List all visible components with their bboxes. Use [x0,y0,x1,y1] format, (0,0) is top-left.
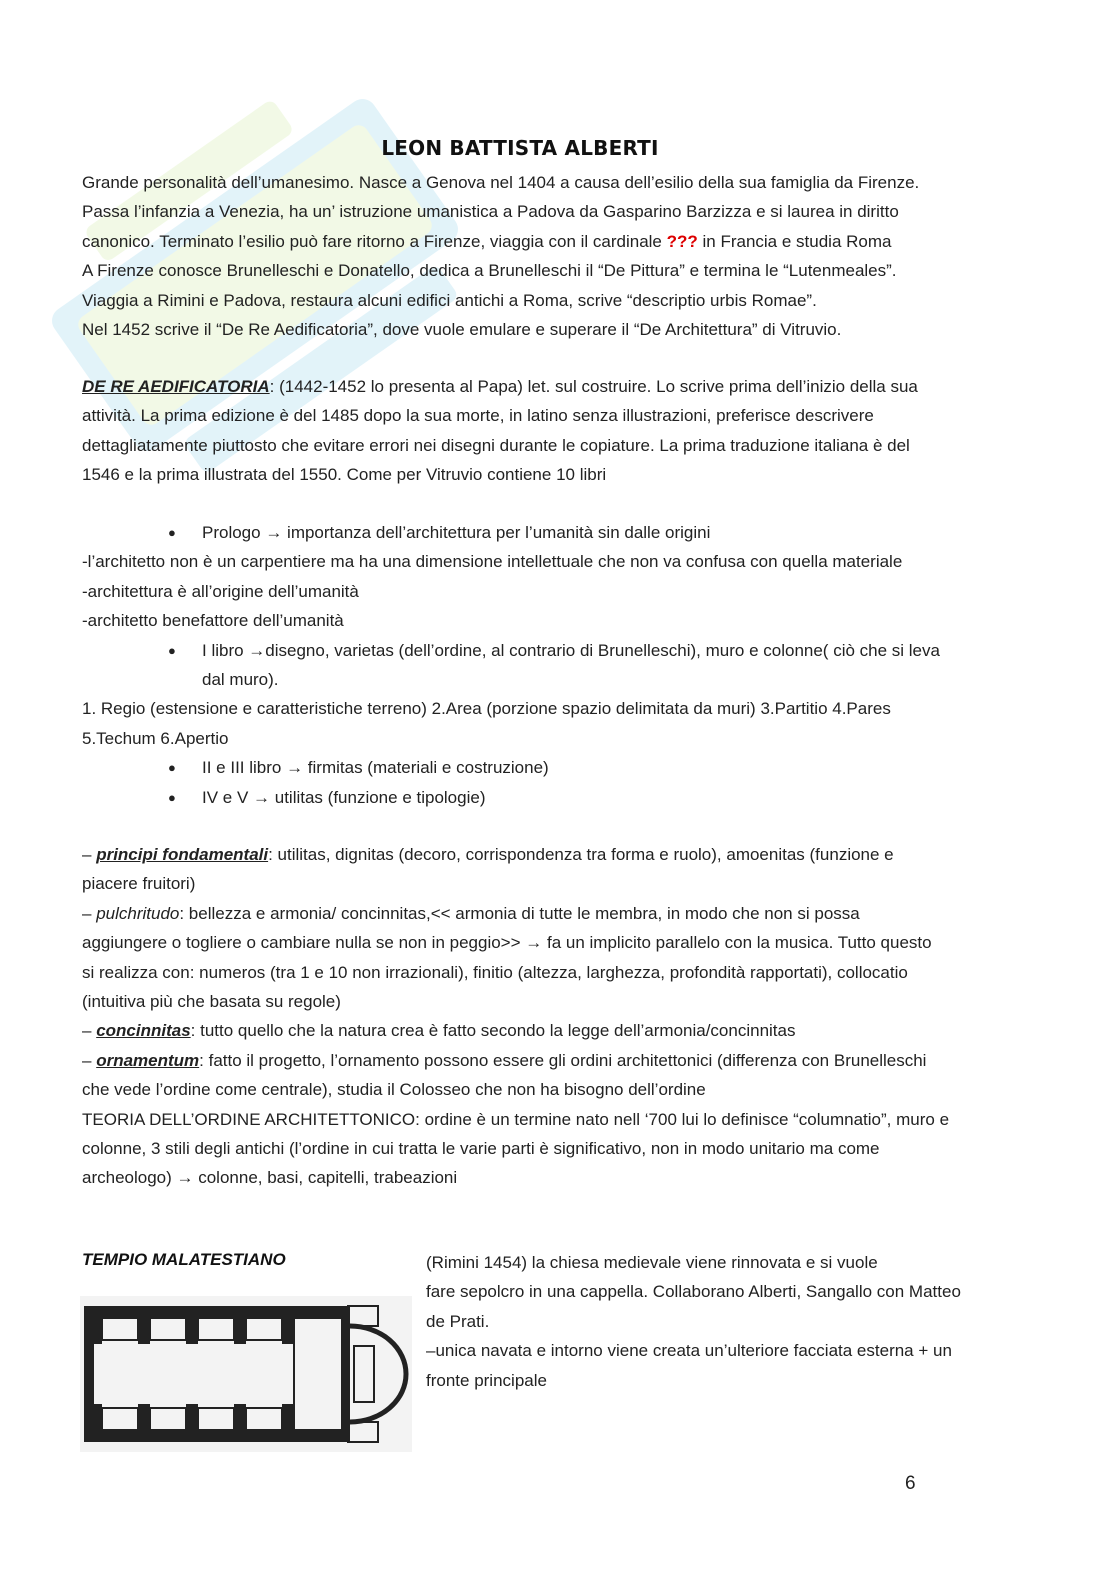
tempio-title: TEMPIO MALATESTIANO [82,1250,286,1269]
intro-line: Passa l’infanzia a Venezia, ha un’ istruzione umanistica a Padova da Gasparino Barzizza e si laurea in diritto [82,202,899,222]
prologo-point: -l’architetto non è un carpentiere ma ha una dimensione intellettuale che non va confusa con quella materiale [82,552,903,572]
list-item: ● IV e V → utilitas (funzione e tipologie) [82,783,1042,812]
dra-label: DE RE AEDIFICATORIA [82,377,270,396]
tempio-description: (Rimini 1454) la chiesa medievale viene rinnovata e si vuole fare sepolcro in una cappella. Collaborano Alberti, Sangallo con Matteo de Prati. –unica navata e intorno viene creata un’ulteriore facciata esterna + un fronte principale [426,1253,961,1390]
prologo-point: -architettura è all’origine dell’umanità [82,581,359,601]
teoria-line: archeologo) → colonne, basi, capitelli, trabeazioni [82,1168,458,1188]
floor-plan-image [80,1296,412,1452]
regio-line: 1. Regio (estensione e caratteristiche terreno) 2.Area (porzione spazio delimitata da muri) 3.Partitio 4.Pares [82,699,891,719]
intro-paragraph [82,168,1042,344]
list-item-continuation: dal muro). [202,670,279,690]
principi-section: – principi fondamentali: utilitas, dignitas (decoro, corrispondenza tra forma e ruolo), amoenitas (funzione e piacere fruitori) – pulchritudo: bellezza e armonia/ concinnitas,<< armonia di tutte le membra, in modo che non si possa aggiungere o togliere o cambiare nulla se non in peggio>> → fa un implicito parallelo con la musica. Tutto questo si realizza con: numeros (tra 1 e 10 non irrazionali), finitio (altezza, larghezza, profondità rapportati), collocatio (intuitiva più che basata su regole) – concinnitas: tutto quello che la natura crea è fatto secondo la legge dell’armonia/concinnitas – ornamentum: fatto il progetto, l’ornamento possono essere gli ordini architettonici (differenza con Brunelleschi che vede l’ordine come centrale), studia il Colosseo che non ha bisogno dell’ordine TEORIA DELL’ORDINE ARCHITETTONICO: ordine è un termine nato nell ‘700 lui lo definisce “columnatio”, muro e colonne, 3 stili degli antichi (l’ordine in cui tratta le varie parti è significativo, non in modo unitario ma come archeologo) → colonne, basi, capitelli, trabeazioni [82,840,1042,1193]
unknown-marker: ??? [666,231,698,251]
list-item: ● I libro →disegno, varietas (dell’ordine, al contrario di Brunelleschi), muro e colonne( ciò che si leva [82,636,1042,665]
regio-line: 5.Techum 6.Apertio [82,728,229,748]
intro-line: Viaggia a Rimini e Padova, restaura alcuni edifici antichi a Roma, scrive “descriptio urbis Romae”. [82,290,817,310]
dra-paragraph: DE RE AEDIFICATORIA: (1442-1452 lo presenta al Papa) let. sul costruire. Lo scrive prima dell’inizio della sua attività. La prima edizione è del 1485 dopo la sua morte, in latino senza illustrazioni, preferisce descrivere dettagliatamente piuttosto che evitare errori nei disegni durante le copiature. La prima traduzione italiana è del 1546 e la prima illustrata del 1550. Come per Vitruvio contiene 10 libri [82,372,1042,490]
concinnitas-label: concinnitas [96,1021,191,1041]
dra-line: attività. La prima edizione è del 1485 dopo la sua morte, in latino senza illustrazioni, preferisce descrivere [82,406,874,426]
intro-line: Grande personalità dell’umanesimo. Nasce a Genova nel 1404 a causa dell’esilio della sua famiglia da Firenze. [82,173,920,192]
books-section [82,518,1042,812]
dra-line: dettagliatamente piuttosto che evitare errori nei disegni durante le copiature. La prima traduzione italiana è del [82,435,910,455]
page-title: LEON BATTISTA ALBERTI [381,136,659,160]
principi-label: principi fondamentali [96,845,269,864]
page-number: 6 [905,1473,916,1494]
dra-line: 1546 e la prima illustrata del 1550. Come per Vitruvio contiene 10 libri [82,465,607,485]
teoria-line: TEORIA DELL’ORDINE ARCHITETTONICO: ordine è un termine nato nell ‘700 lui lo definisce “columnatio”, muro e [82,1109,950,1129]
pulchritudo-label: pulchritudo [96,903,180,923]
prologo-point: -architetto benefattore dell’umanità [82,611,344,631]
intro-line: canonico. Terminato l’esilio può fare ritorno a Firenze, viaggia con il cardinale ??? in Francia e studia Roma [82,231,892,251]
intro-line: A Firenze conosce Brunelleschi e Donatello, dedica a Brunelleschi il “De Pittura” e termina le “Lutenmeales”. [82,261,897,281]
ornamentum-label: ornamentum [96,1050,200,1070]
teoria-line: colonne, 3 stili degli antichi (l’ordine in cui tratta le varie parti è significativo, non in modo unitario ma come [82,1139,880,1159]
list-item: ● Prologo → importanza dell’architettura per l’umanità sin dalle origini [82,518,1042,547]
intro-line: Nel 1452 scrive il “De Re Aedificatoria”, dove vuole emulare e superare il “De Architettura” di Vitruvio. [82,320,842,340]
list-item: ● II e III libro → firmitas (materiali e costruzione) [82,753,1042,782]
